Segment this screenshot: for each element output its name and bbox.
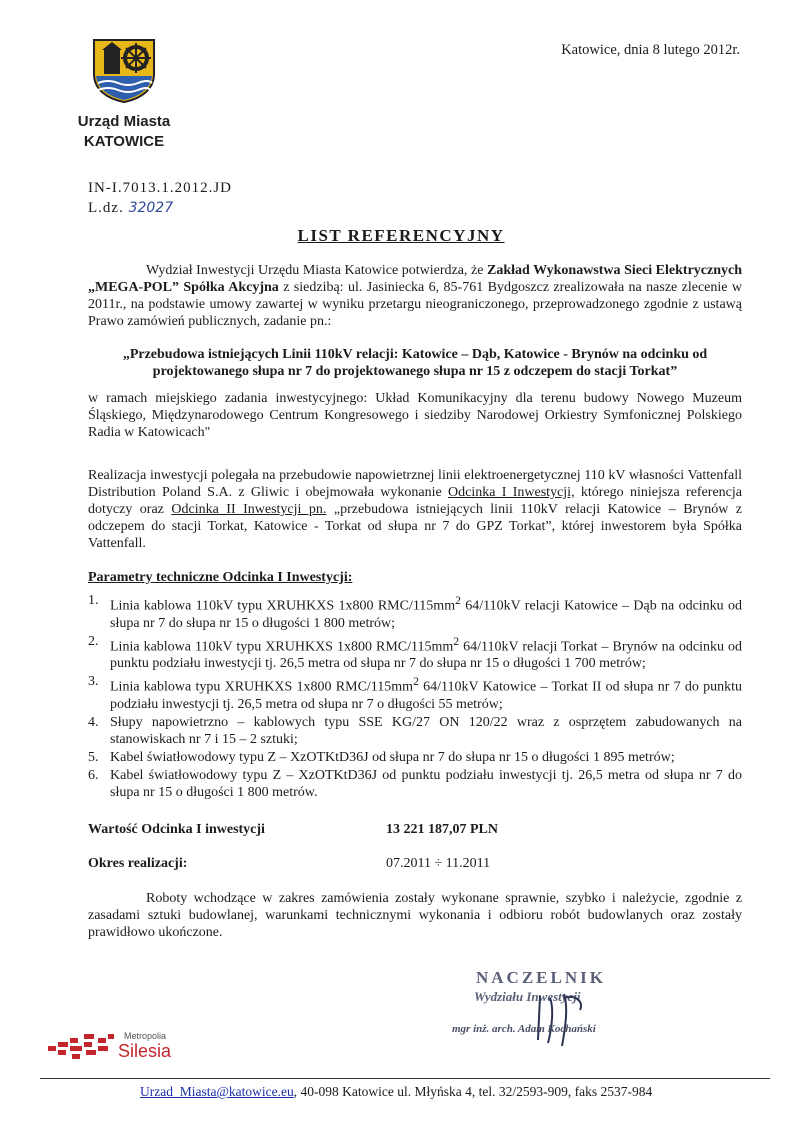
value-amount: 13 221 187,07 PLN [386, 822, 498, 837]
office-city: KATOWICE [83, 133, 165, 150]
logo-small-text: Metropolia [124, 1031, 167, 1041]
stamp-department: Wydziału Inwestycji [474, 989, 581, 1004]
scope-paragraph [88, 467, 742, 552]
intro-text: Wydział Inwestycji Urzędu Miasta Katowice potwierdza, że [146, 263, 488, 278]
footer-address: , 40-098 Katowice ul. Młyńska 4, tel. 32/2593-909, faks 2537-984 [293, 1084, 653, 1099]
office-name: Urząd Miasta [77, 113, 171, 130]
params-list [88, 592, 742, 802]
scope-text-3: „przebudowa istniejących linii 110kV relacji Katowice – Brynów z odczepem do stacji Torkat, Katowice - Torkat od słupa nr 7 do GPZ Torkat”, której inwestorem była Spółka Vattenfall. [88, 502, 742, 551]
scope-text-1: Realizacja inwestycji polegała na przebudowie napowietrznej linii elektroenergetycznej 110 kV własności Vattenfall Distribution Poland S.A. z Gliwic i obejmowała wykonanie [88, 468, 742, 500]
issuing-office [52, 112, 196, 152]
list-item: 6. Kabel światłowodowy typu Z – XzOTKtD36J od punktu podziału inwestycji tj. 26,5 metra od słupa nr 7 do słupa nr 15 o długości 1 800 metrów. [88, 767, 742, 800]
reference-block [88, 178, 232, 218]
stamp-signatory-name: mgr inż. arch. Adam Kochański [452, 1023, 596, 1035]
project-name: „Przebudowa istniejących Linii 110kV relacji: Katowice – Dąb, Katowice - Brynów na odcinku od projektowanego słupa nr 7 do projektowanego słupa nr 15 z odczepem do stacji Torkat” [122, 347, 708, 379]
section-two-reference: Odcinka II Inwestycji pn. [171, 502, 327, 517]
list-item: 5. Kabel światłowodowy typu Z – XzOTKtD36J od słupa nr 7 do słupa nr 15 o długości 1 895 metrów; [88, 749, 675, 765]
document-title-wrap [0, 226, 802, 246]
intro-rest: z siedzibą: ul. Jasiniecka 6, 85-761 Bydgoszcz zrealizowała na nasze zlecenie w 2011r., na podstawie umowy zawartej w wyniku przetargu nieograniczonego, przeprowadzonego zgodnie z ustawą Prawo zamówień publicznych, zadanie pn.: [88, 280, 742, 329]
ldz-handwritten-number: 32027 [128, 200, 174, 216]
footer-contact [140, 1084, 652, 1100]
metropolia-silesia-logo-mark [46, 1030, 116, 1062]
document-title: LIST REFERENCYJNY [297, 226, 505, 245]
contractor-name: Zakład Wykonawstwa Sieci Elektrycznych „MEGA-POL” Spółka Akcyjna [88, 263, 742, 295]
list-item: 3. Linia kablowa typu XRUHKXS 1x800 RMC/$115mm^2$ 64/110kV Katowice – Torkat II od słupa nr 7 do punktu podziału inwestycji tj. 26,5 metra od słupa nr 7 o długości 55 metrów; [88, 674, 743, 712]
scope-text-2: którego niniejsza referencja dotyczy oraz [88, 485, 742, 517]
intro-paragraph [88, 262, 742, 330]
stamp-title: NACZELNIK [476, 968, 606, 987]
ldz-line [88, 198, 232, 218]
period-label: Okres realizacji: [88, 856, 188, 871]
params-heading: Parametry techniczne Odcinka I Inwestycji: [88, 570, 353, 585]
handwritten-signature [520, 988, 610, 1048]
closing-text: Roboty wchodzące w zakres zamówienia zostały wykonane sprawnie, szybko i należycie, zgodnie z zasadami sztuki budowlanej, warunkami technicznymi wykonania i odbioru robót budowlanych oraz zostały prawidłowo ukończone. [88, 891, 742, 940]
list-item: 2. Linia kablowa 110kV typu XRUHKXS 1x800 RMC/$115mm^2$ 64/110kV relacji Torkat – Brynów na odcinku od punktu podziału inwestycji tj. 26,5 metra od słupa nr 7 do słupa nr 15 o długości 1 700 metrów; [88, 633, 742, 672]
section-one-reference: Odcinka I Inwestycji, [448, 485, 575, 500]
value-label: Wartość Odcinka I inwestycji [88, 822, 265, 837]
period-value: 07.2011 ÷ 11.2011 [386, 856, 491, 871]
investment-context-paragraph: w ramach miejskiego zadania inwestycyjnego: Układ Komunikacyjny dla terenu budowy Nowego Muzeum Śląskiego, Międzynarodowego Centrum Kongresowego i siedziby Narodowej Orkiestry Symfonicznej Polskiego Radia w Katowicach" [88, 391, 742, 440]
document-date: Katowice, dnia 8 lutego 2012r. [561, 42, 740, 58]
ldz-label: L.dz. [88, 200, 124, 216]
list-item: 4. Słupy napowietrzno – kablowych typu SSE KG/27 ON 120/22 wraz z osprzętem zabudowanych na stanowiskach nr 7 i 15 – 2 sztuki; [88, 714, 742, 747]
logo-big-text: Silesia [118, 1041, 172, 1061]
list-item: 1. Linia kablowa 110kV typu XRUHKXS 1x800 RMC/$115mm^2$ 64/110kV relacji Katowice – Dąb na odcinku od słupa nr 7 do słupa nr 15 o długości 1 800 metrów; [88, 593, 742, 631]
footer-divider [40, 1078, 770, 1079]
closing-paragraph [88, 890, 742, 941]
case-number: IN-I.7013.1.2012.JD [88, 180, 232, 196]
email-link[interactable]: Urzad_Miasta@katowice.eu [140, 1084, 294, 1099]
city-crest-logo [90, 36, 158, 104]
